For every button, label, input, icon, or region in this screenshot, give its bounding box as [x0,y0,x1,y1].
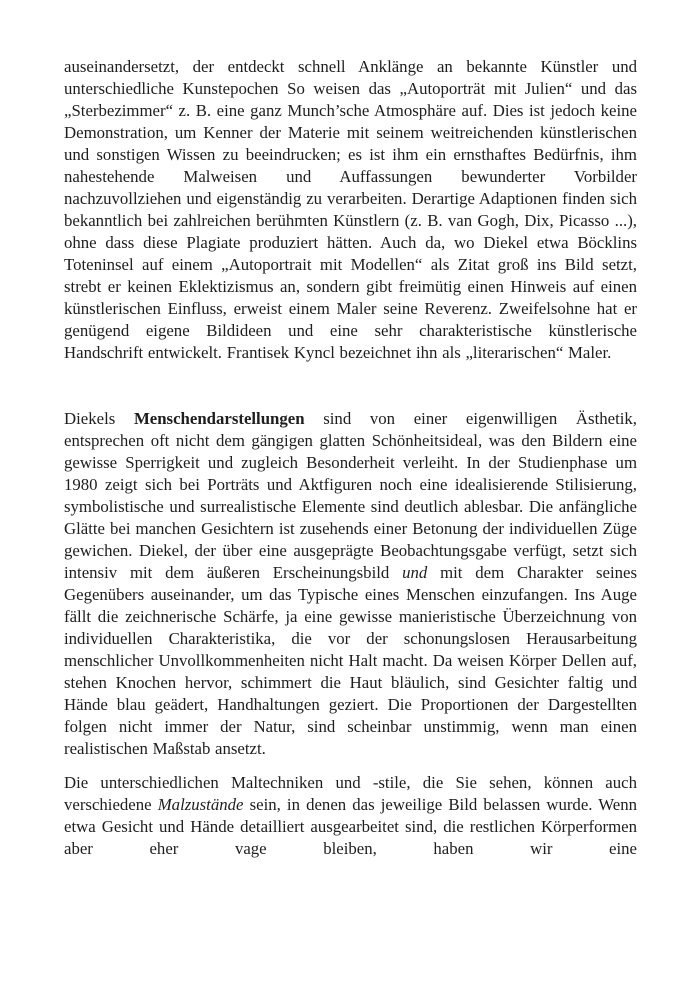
text-segment-normal: sein, in denen das jeweilige Bild belassen wurde. Wenn etwa Gesicht und Hände detailliert ausgearbeitet sind, die restlichen Körperformen aber eher vage bleiben, haben wir eine [64,795,638,858]
text-segment-italic: und [402,563,428,582]
paragraph-anklaenge [64,56,637,364]
text-segment-normal: mit dem Charakter seines Gegenübers auseinander, um das Typische eines Menschen einzufangen. Ins Auge fällt die zeichnerische Schärfe, ja eine gewisse manieristische Überzeichnung von individuellen Charakteristika, die vor der schonungslosen Herausarbeitung menschlicher Unvollkommenheiten nicht Halt macht. Da weisen Körper Dellen auf, stehen Knochen hervor, schimmert die Haut bläulich, sind Gesichter faltig und Hände blau geädert, Handhaltungen geziert. Die Proportionen der Dargestellten folgen nicht immer der Natur, sind scheinbar unstimmig, wenn man einen realistischen Maßstab ansetzt. [64,563,637,758]
text-segment-bold: Menschendarstellungen [133,409,305,428]
paragraph-menschendarstellungen [64,408,637,760]
text-segment-normal: Die unterschiedlichen Maltechniken und -stile, die Sie sehen, können auch verschiedene [64,773,637,814]
text-segment-italic: Malzustände [157,795,244,814]
text-segment-normal: auseinandersetzt, der entdeckt schnell Anklänge an bekannte Künstler und unterschiedliche Kunstepochen So weisen das „Autoporträt mit Julien“ und das „Sterbezimmer“ z. B. eine ganz Munch’sche Atmosphäre auf. Dies ist jedoch keine Demonstration, um Kenner der Materie mit seinem weitreichenden künstlerischen und sonstigen Wissen zu beeindrucken; es ist ihm ein ernsthaftes Bedürfnis, ihm nahestehende Malweisen und Auffassungen bewunderter Vorbilder nachzuvollziehen und eigenständig zu verarbeiten. Derartige Adaptionen finden sich bekanntlich bei zahlreichen berühmten Künstlern (z. B. van Gogh, Dix, Picasso ...), ohne dass diese Plagiate produziert hätten. Auch da, wo Diekel etwa Böcklins Toteninsel auf einem „Autoportrait mit Modellen“ als Zitat groß ins Bild setzt, strebt er keinen Eklektizismus an, sondern gibt freimütig einen Hinweis auf einen künstlerischen Einfluss, erweist einem Maler seine Reverenz. Zweifelsohne hat er genügend eigene Bildideen und eine sehr charakteristische künstlerische Handschrift entwickelt. Frantisek Kyncl bezeichnet ihn als „literarischen“ Maler. [64,57,637,362]
paragraph-maltechniken [64,772,637,860]
text-segment-normal: sind von einer eigenwilligen Ästhetik, entsprechen oft nicht dem gängigen glatten Schönheitsideal, was den Bildern eine gewisse Sperrigkeit und zugleich Besonderheit verleiht. In der Studienphase um 1980 zeigt sich bei Porträts und Aktfiguren noch eine idealisierende Stilisierung, symbolistische und surrealistische Elemente sind deutlich ablesbar. Die anfängliche Glätte bei manchen Gesichtern ist zusehends einer Betonung der individuellen Züge gewichen. Diekel, der über eine ausgeprägte Beobachtungsgabe verfügt, setzt sich intensiv mit dem äußeren Erscheinungsbild [64,409,637,582]
text-segment-normal: Diekels [64,409,134,428]
text-block [64,56,637,860]
